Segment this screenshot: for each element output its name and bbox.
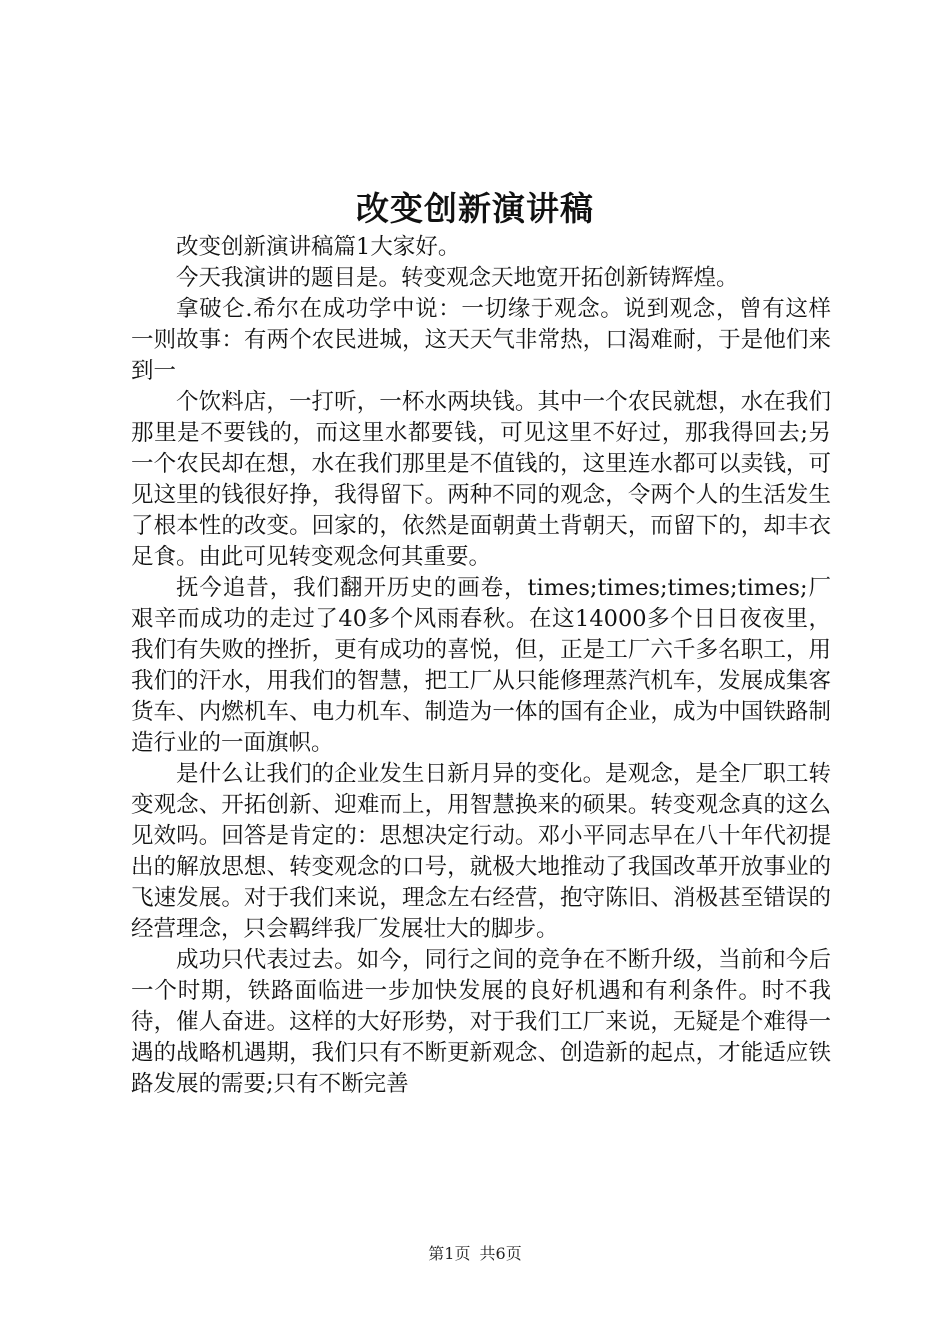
document-body [131,232,831,1100]
page-footer [0,1242,950,1266]
page-total: 共6页 [479,1244,522,1263]
paragraph-concept: 是什么让我们的企业发生日新月异的变化。是观念，是全厂职工转变观念、开拓创新、迎难而上，用智慧换来的硕果。转变观念真的这么见效吗。回答是肯定的：思想决定行动。邓小平同志早在八十年代初提出的解放思想、转变观念的口号，就极大地推动了我国改革开放事业的飞速发展。对于我们来说，理念左右经营，抱守陈旧、消极甚至错误的经营理念，只会羁绊我厂发展壮大的脚步。 [131,761,831,942]
paragraph-story-intro: 拿破仑.希尔在成功学中说：一切缘于观念。说到观念，曾有这样一则故事：有两个农民进城，这天天气非常热，口渴难耐，于是他们来到一 [131,296,831,384]
paragraph-future: 成功只代表过去。如今，同行之间的竞争在不断升级，当前和今后一个时期，铁路面临进一步加快发展的良好机遇和有利条件。时不我待，催人奋进。这样的大好形势，对于我们工厂来说，无疑是个难得一遇的战略机遇期，我们只有不断更新观念、创造新的起点，才能适应铁路发展的需要;只有不断完善 [131,947,831,1097]
paragraph-story: 个饮料店，一打听，一杯水两块钱。其中一个农民就想，水在我们那里是不要钱的，而这里水都要钱，可见这里不好过，那我得回去;另一个农民却在想，水在我们那里是不值钱的，这里连水都可以卖钱，可见这里的钱很好挣，我得留下。两种不同的观念，令两个人的生活发生了根本性的改变。回家的，依然是面朝黄土背朝天，而留下的，却丰衣足食。由此可见转变观念何其重要。 [131,389,831,570]
paragraph-greeting: 改变创新演讲稿篇1大家好。 [176,234,461,260]
paragraph-topic: 今天我演讲的题目是。转变观念天地宽开拓创新铸辉煌。 [176,265,739,291]
paragraph-history: 抚今追昔，我们翻开历史的画卷，times;times;times;times;厂艰辛而成功的走过了40多个风雨春秋。在这14000多个日日夜夜里，我们有失败的挫折，更有成功的喜悦，但，正是工厂六千多名职工，用我们的汗水，用我们的智慧，把工厂从只能修理蒸汽机车，发展成集客货车、内燃机车、电力机车、制造为一体的国有企业，成为中国铁路制造行业的一面旗帜。 [131,575,831,756]
page-number: 第1页 [428,1244,471,1263]
document-title: 改变创新演讲稿 [356,189,594,228]
